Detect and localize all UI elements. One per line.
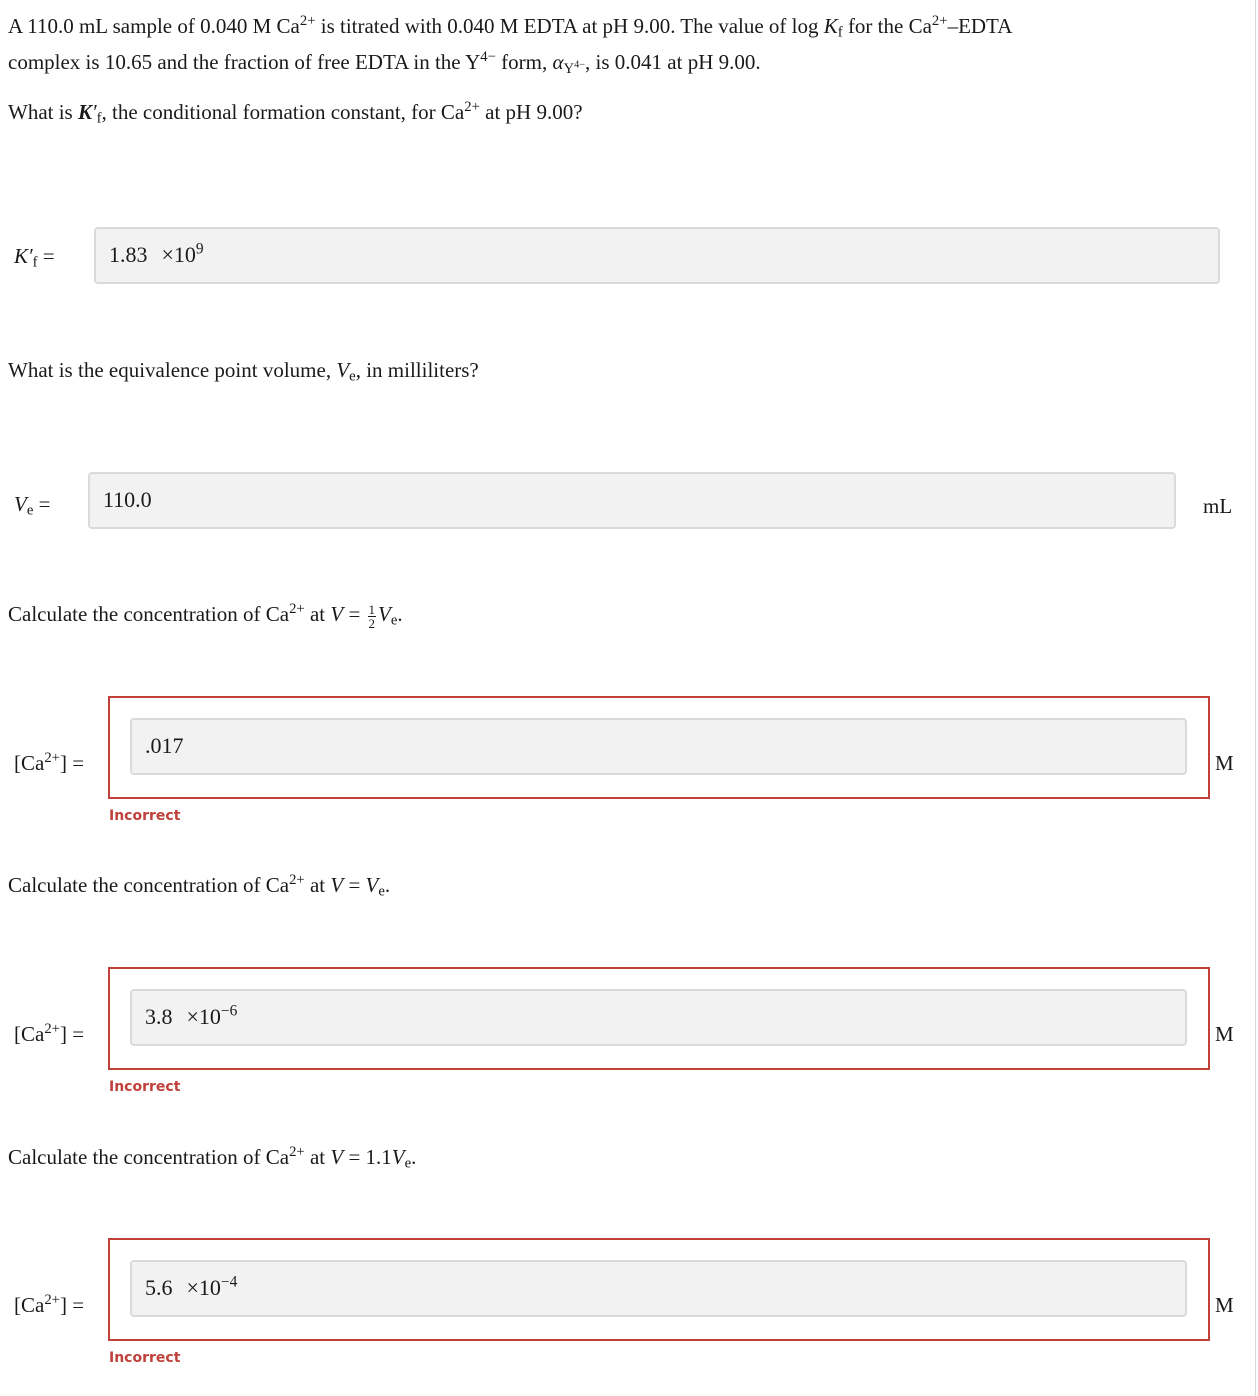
kf-prime-value: $1.83 \times 10^9$ [109,240,204,267]
ca-half-ve-input[interactable] [130,718,1187,775]
ve-label: $V_e$ = [14,492,51,519]
ca-half-ve-value: .017 [145,733,184,758]
question-ve-point: Calculate the concentration of $Ca^{2+}$ at $V = V_e$. [8,871,391,900]
ca-1-1-ve-status: Incorrect [109,1350,181,1366]
question-ve: What is the equivalence point volume, $V_e$, in milliliters? [8,358,479,385]
kf-prime-label: $K'_f$ = [14,244,55,271]
ca-ve-input[interactable] [130,989,1187,1046]
ca-1-1-ve-input[interactable] [130,1260,1187,1317]
question-kf-prime: What is $K'_f$, the conditional formation constant, for $Ca^{2+}$ at pH 9.00? [8,98,583,127]
kf-prime-input[interactable] [94,227,1220,284]
ca-1-1-ve-unit: M [1215,1293,1234,1317]
ca-ve-status: Incorrect [109,1079,181,1095]
ve-unit: mL [1203,494,1233,518]
problem-line-1: A 110.0 mL sample of 0.040 M $Ca^{2+}$ is titrated with 0.040 M EDTA at pH 9.00. The value of $\log K_f$ for the $Ca^{2+}$–EDTA [8,12,1013,41]
ca-ve-unit: M [1215,1022,1234,1046]
question-half-ve: Calculate the concentration of $Ca^{2+}$ at V = $\frac{1}{2}$ $V_e$. [8,600,403,631]
ca-half-ve-label: $[Ca^{2+}]$ = [14,749,85,775]
one-half-fraction: $\frac{1}{2}$ [368,601,376,631]
ca-ve-label: $[Ca^{2+}]$ = [14,1020,85,1046]
problem-line-2: complex is 10.65 and the fraction of free EDTA in the $Y^{4-}$ form, $\alpha_{Y^{4-}}$, is 0.041 at pH 9.00. [8,48,761,77]
ca-half-ve-status: Incorrect [109,808,181,824]
right-edge-divider [1255,0,1256,1396]
ca-1-1-ve-label: $[Ca^{2+}]$ = [14,1291,85,1317]
ca-half-ve-unit: M [1215,751,1234,775]
question-1-1-ve: Calculate the concentration of $Ca^{2+}$ at $V = 1.1V_e$. [8,1143,417,1172]
ve-value: 110.0 [103,487,152,512]
ve-input[interactable] [88,472,1176,529]
ca-1-1-ve-value: $5.6 \times 10^{-4}$ [145,1273,238,1300]
ca-ve-value: $3.8 \times 10^{-6}$ [145,1002,238,1029]
